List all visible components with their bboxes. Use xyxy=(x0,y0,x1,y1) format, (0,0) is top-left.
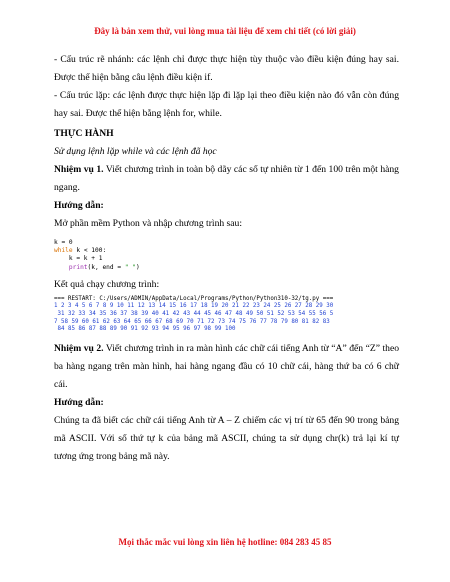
code-line-1: k = 0 xyxy=(54,239,73,246)
guide-1-heading: Hướng dẫn: xyxy=(54,200,104,211)
code-string: " " xyxy=(124,263,136,271)
task-1-label: Nhiệm vụ 1. xyxy=(54,164,104,175)
code-line-3: k = k + 1 xyxy=(54,255,103,263)
preview-notice: Đây là bản xem thử, vui lòng mua tài liệu để xem chi tiết (có lời giải) xyxy=(94,26,356,36)
guide-2-text: Chúng ta đã biết các chữ cái tiếng Anh từ A – Z chiếm các vị trí từ 65 đến 90 trong bảng mã ASCII. Với số thứ tự k của bảng mã ASCII, chúng ta sử dụng chr(k) trả lại kí tự tương ứng trong bảng mã này. xyxy=(54,414,399,462)
code-indent xyxy=(54,264,69,271)
result-label: Kết quả chạy chương trình: xyxy=(54,278,160,290)
python-code-block xyxy=(54,239,399,272)
code-line-4-end: ) xyxy=(136,263,140,271)
output-line-3: 7 58 59 60 61 62 63 64 65 66 67 68 69 70 71 72 73 74 75 76 77 78 79 80 81 82 83 xyxy=(54,318,330,325)
branch-structure-paragraph: - Cấu trúc rẽ nhánh: các lệnh chỉ được thực hiện tùy thuộc vào điều kiện đúng hay sai. Được thể hiện bằng câu lệnh điều kiện if. xyxy=(54,54,399,83)
task-2-text: Viết chương trình in ra màn hình các chữ cái tiếng Anh từ “A” đến “Z” theo ba hàng ngang trên màn hình, hai hàng ngang đầu có 10 chữ cái, hàng thứ ba có 6 chữ cái. xyxy=(54,342,400,390)
section-subheading: Sử dụng lệnh lặp while và các lệnh đã học xyxy=(54,146,217,157)
task-2-label: Nhiệm vụ 2. xyxy=(54,342,104,354)
task-1-text: Viết chương trình in toàn bộ dãy các số tự nhiên từ 1 đến 100 trên một hàng ngang. xyxy=(54,164,399,193)
hotline-notice: Mọi thắc mắc vui lòng xin liên hệ hotline: 084 283 45 85 xyxy=(118,537,332,547)
guide-1-text: Mở phần mềm Python và nhập chương trình sau: xyxy=(54,218,243,229)
output-line-2: 31 32 33 34 35 36 37 38 39 40 41 42 43 44 45 46 47 48 49 50 51 52 53 54 55 56 5 xyxy=(54,311,334,317)
loop-structure-paragraph: - Cấu trúc lặp: các lệnh được thực hiện lặp đi lặp lại theo điều kiện nào đó vẫn còn đúng hay sai. Được thể hiện bằng lệnh for, while. xyxy=(54,90,399,119)
task-1 xyxy=(54,161,399,197)
task-2 xyxy=(54,340,399,394)
output-line-1: 1 2 3 4 5 6 7 8 9 10 11 12 13 14 15 16 17 18 19 20 21 22 23 24 25 26 27 28 29 30 xyxy=(54,303,334,310)
code-line-4-args: (k, end = xyxy=(87,263,125,271)
output-line-4: 84 85 86 87 88 89 90 91 92 93 94 95 96 97 98 99 100 xyxy=(54,326,236,333)
print-keyword: print xyxy=(68,263,88,271)
section-heading: THỰC HÀNH xyxy=(54,128,114,139)
document-body xyxy=(54,51,399,466)
program-output xyxy=(54,296,399,334)
code-line-2-rest: k < 100: xyxy=(72,247,107,255)
while-keyword: while xyxy=(54,247,73,255)
output-restart-line: === RESTART: C:/Users/ADMIN/AppData/Local/Programs/Python/Python310-32/tg.py === xyxy=(54,295,334,302)
guide-2-heading: Hướng dẫn: xyxy=(54,396,104,408)
